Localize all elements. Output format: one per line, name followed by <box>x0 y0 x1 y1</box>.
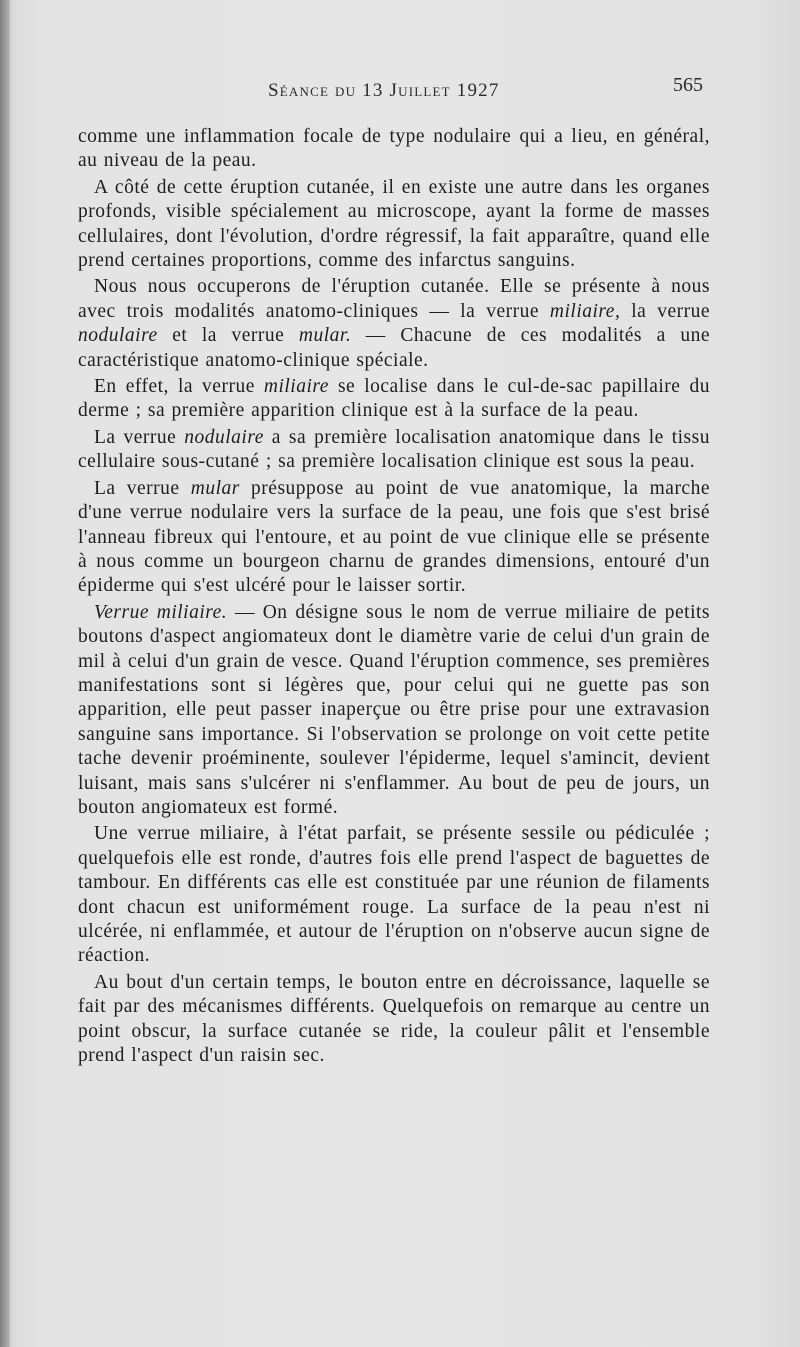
text-run: Au bout d'un certain temps, le bouton entre en décroissance, laquelle se fait par des mécanismes différents. Quelquefois on remarque au centre un point obscur, la surface cutanée se ride, la couleur pâlit et l'ensemble prend l'aspect d'un raisin sec. <box>78 971 710 1067</box>
italic-term: mular <box>190 477 240 499</box>
text-run: A côté de cette éruption cutanée, il en existe une autre dans les organes profonds, visible spécialement au microscope, ayant la forme de masses cellulaires, dont l'évolution, d'ordre régressif, la fait apparaître, quand elle prend certaines proportions, comme des infarctus sanguins. <box>78 176 710 272</box>
text-run: la verrue <box>620 300 710 322</box>
italic-term: miliaire <box>263 376 329 398</box>
body-text <box>78 125 710 1070</box>
paragraph <box>78 125 710 174</box>
paragraph <box>78 176 710 274</box>
paragraph <box>78 375 710 424</box>
text-run: — Chacune de ces modalités a une caractéristique anatomo-clinique spéciale. <box>78 325 710 371</box>
page-spine-shadow <box>0 0 10 1347</box>
text-run: se localise dans le cul-de-sac papillaire du derme ; sa première apparition clinique est à la surface de la peau. <box>78 376 710 422</box>
text-run: Une verrue miliaire, à l'état parfait, se présente sessile ou pédiculée ; quelquefois elle est ronde, d'autres fois elle prend l'aspect de baguettes de tambour. En différents cas elle est constituée par une réunion de filaments dont chacun est uniformément rouge. La surface de la peau n'est ni ulcérée, ni enflammée, et autour de l'éruption on n'observe aucun signe de réaction. <box>78 823 710 967</box>
text-run: — On désigne sous le nom de verrue miliaire de petits boutons d'aspect angiomateux dont le diamètre varie de celui d'un grain de mil à celui d'un grain de vesce. Quand l'éruption commence, ses premières manifestations sont si légères que, pour celui qui ne guette pas son apparition, elle peut passer inaperçue ou être prise pour une extravasion sanguine sans importance. Si l'observation se prolonge on voit cette petite tache devenir proéminente, soulever l'épiderme, lequel s'amincit, devient luisant, mais sans s'ulcérer ni s'enflammer. Au bout de peu de jours, un bouton angiomateux est formé. <box>78 601 710 818</box>
text-run: La verrue <box>94 426 185 448</box>
running-title: Séance du 13 Juillet 1927 <box>268 80 500 101</box>
paragraph <box>78 275 710 373</box>
paragraph <box>78 426 710 475</box>
text-run: La verrue <box>94 477 191 499</box>
text-run: En effet, la verrue <box>94 376 264 398</box>
paragraph <box>78 601 710 821</box>
paragraph <box>78 971 710 1069</box>
text-run: comme une inflammation focale de type nodulaire qui a lieu, en général, au niveau de la peau. <box>78 126 710 172</box>
paragraph <box>78 822 710 968</box>
italic-term: miliaire, <box>549 300 621 322</box>
paragraph <box>78 477 710 599</box>
italic-term: nodulaire <box>184 426 264 448</box>
italic-term: nodulaire <box>78 325 158 347</box>
page-number: 565 <box>673 74 703 96</box>
page-header <box>0 72 800 112</box>
text-run: a sa première localisation anatomique dans le tissu cellulaire sous-cutané ; sa première localisation clinique est sous la peau. <box>78 426 710 473</box>
italic-term: Verrue miliaire. <box>94 601 228 623</box>
italic-term: mular. <box>298 325 352 347</box>
text-run: présuppose au point de vue anatomique, la marche d'une verrue nodulaire vers la surface de la peau, une fois que s'est brisé l'anneau fibreux qui l'entoure, et au point de vue clinique elle se présente à nous comme un bourgeon charnu de grandes dimensions, entouré d'un épiderme qui s'est ulcéré pour le laisser sortir. <box>78 477 710 597</box>
text-run: et la verrue <box>157 325 299 347</box>
text-run: Nous nous occuperons de l'éruption cutanée. Elle se présente à nous avec trois modalités anatomo-cliniques — la verrue <box>78 276 710 322</box>
